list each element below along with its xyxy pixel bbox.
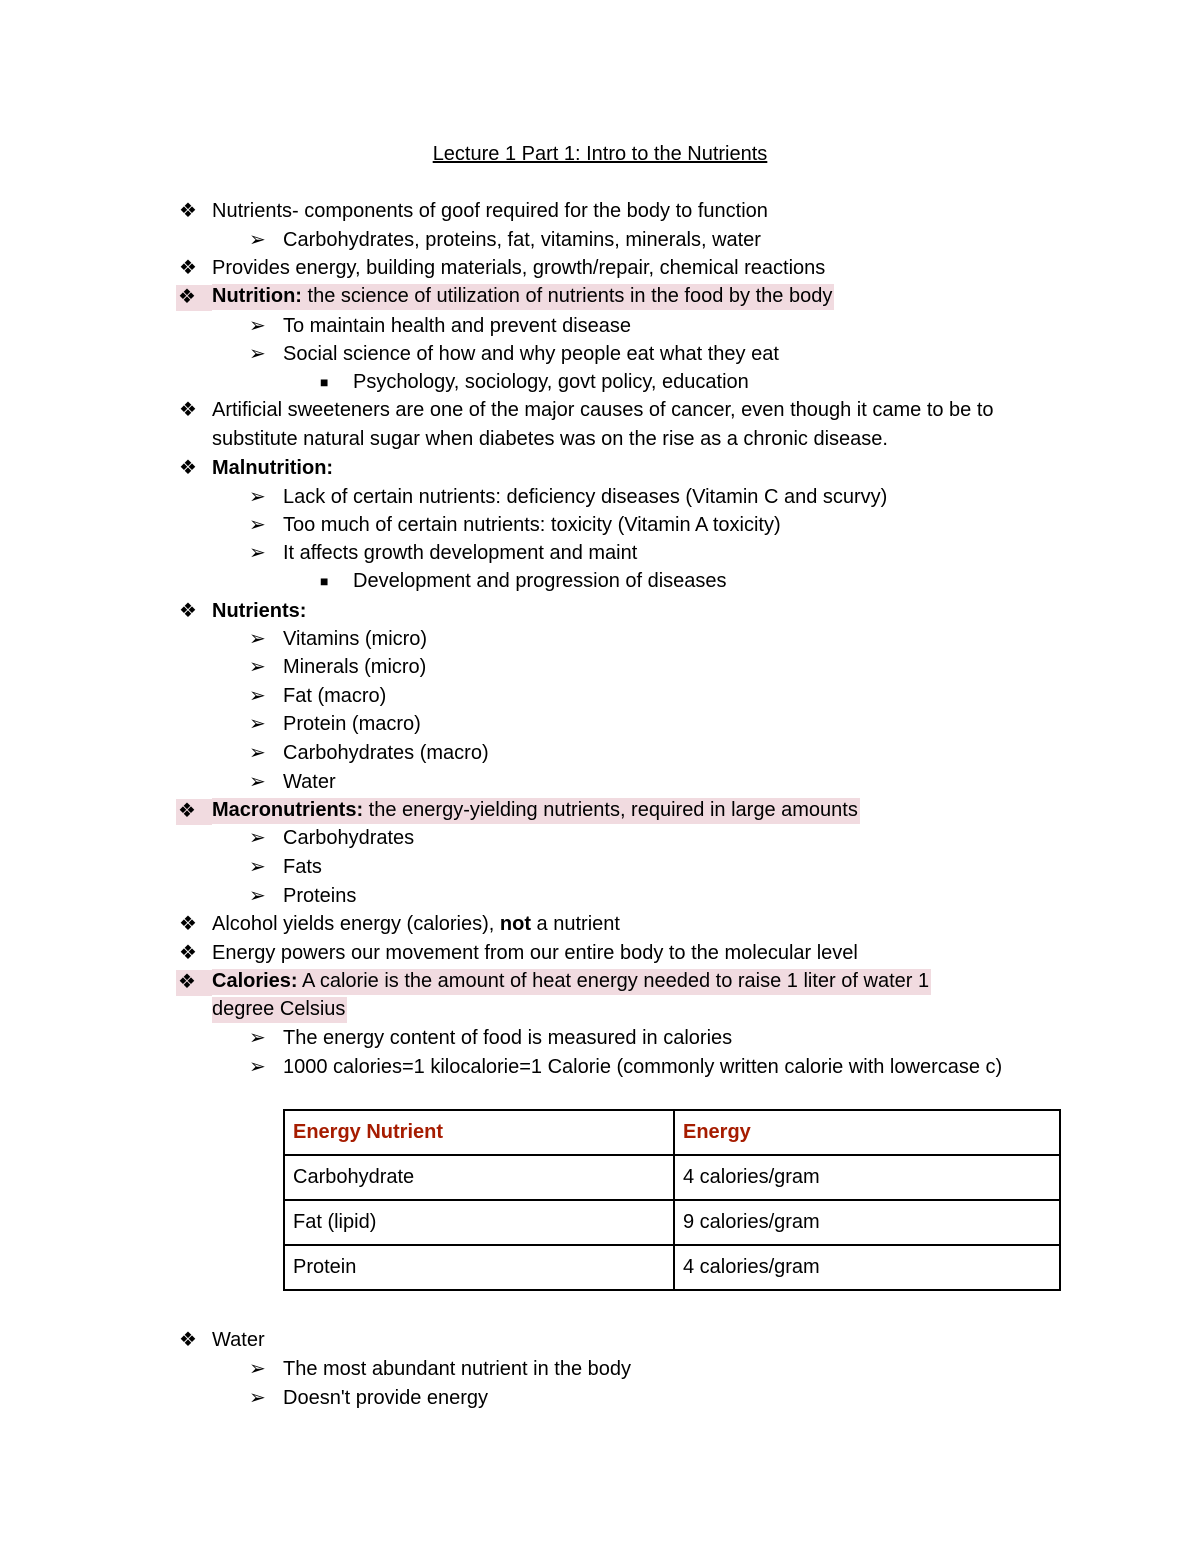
energy-table <box>283 1109 1061 1291</box>
arrow-bullet-icon: ➢ <box>249 685 266 707</box>
list-item: ❖ Provides energy, building materials, growth/repair, chemical reactions <box>179 257 826 279</box>
list-item-highlighted: ❖ Calories: A calorie is the amount of heat energy needed to raise 1 liter of water 1 <box>212 970 931 992</box>
table-cell: Carbohydrate <box>284 1155 674 1200</box>
list-item: ➢ Vitamins (micro) <box>249 628 428 650</box>
diamond-bullet-icon: ❖ <box>176 970 212 996</box>
list-item-highlighted: ❖ Nutrition: the science of utilization of nutrients in the food by the body <box>212 285 834 307</box>
diamond-bullet-icon: ❖ <box>179 600 197 622</box>
list-item: ❖ Energy powers our movement from our entire body to the molecular level <box>179 942 858 964</box>
diamond-bullet-icon: ❖ <box>179 200 197 222</box>
list-item: ➢ Proteins <box>249 885 357 907</box>
diamond-bullet-icon: ❖ <box>179 942 197 964</box>
table-header-row <box>284 1110 1060 1155</box>
arrow-bullet-icon: ➢ <box>249 827 266 849</box>
table-cell: 4 calories/gram <box>674 1155 1060 1200</box>
arrow-bullet-icon: ➢ <box>249 1027 266 1049</box>
table-row <box>284 1245 1060 1290</box>
list-item: ➢ Minerals (micro) <box>249 656 427 678</box>
arrow-bullet-icon: ➢ <box>249 1358 266 1380</box>
list-item: ➢ Fat (macro) <box>249 685 387 707</box>
arrow-bullet-icon: ➢ <box>249 856 266 878</box>
arrow-bullet-icon: ➢ <box>249 343 266 365</box>
list-item: ❖ Water <box>179 1329 265 1351</box>
list-item: ➢ Water <box>249 771 336 793</box>
square-bullet-icon: ■ <box>320 573 329 589</box>
list-item: ➢ Doesn't provide energy <box>249 1387 489 1409</box>
list-item: ➢ Too much of certain nutrients: toxicity (Vitamin A toxicity) <box>249 514 781 536</box>
list-item: ➢ Lack of certain nutrients: deficiency diseases (Vitamin C and scurvy) <box>249 486 888 508</box>
arrow-bullet-icon: ➢ <box>249 742 266 764</box>
diamond-bullet-icon: ❖ <box>179 457 197 479</box>
list-item: ➢ Carbohydrates <box>249 827 415 849</box>
arrow-bullet-icon: ➢ <box>249 229 266 251</box>
document-title: Lecture 1 Part 1: Intro to the Nutrients <box>432 143 768 165</box>
arrow-bullet-icon: ➢ <box>249 542 266 564</box>
table-header-cell: Energy <box>674 1110 1060 1155</box>
list-item: ➢ Social science of how and why people eat what they eat <box>249 343 779 365</box>
table-cell: Protein <box>284 1245 674 1290</box>
list-item: ➢ Fats <box>249 856 322 878</box>
diamond-bullet-icon: ❖ <box>176 799 212 825</box>
table-row <box>284 1200 1060 1245</box>
list-item: ➢ Carbohydrates (macro) <box>249 742 489 764</box>
square-bullet-icon: ■ <box>320 374 329 390</box>
diamond-bullet-icon: ❖ <box>179 399 197 421</box>
list-item: ➢ The most abundant nutrient in the body <box>249 1358 632 1380</box>
table-cell: 9 calories/gram <box>674 1200 1060 1245</box>
diamond-bullet-icon: ❖ <box>176 285 212 311</box>
list-item: ❖ Alcohol yields energy (calories), not a nutrient <box>179 913 620 935</box>
list-item: ➢ 1000 calories=1 kilocalorie=1 Calorie (commonly written calorie with lowercase c) <box>249 1056 1003 1078</box>
diamond-bullet-icon: ❖ <box>179 1329 197 1351</box>
list-item: ❖ Nutrients- components of goof required for the body to function <box>179 200 768 222</box>
list-item-continuation: substitute natural sugar when diabetes was on the rise as a chronic disease. <box>212 428 888 450</box>
list-item: ❖ Artificial sweeteners are one of the major causes of cancer, even though it came to be to <box>179 399 994 421</box>
arrow-bullet-icon: ➢ <box>249 656 266 678</box>
arrow-bullet-icon: ➢ <box>249 628 266 650</box>
list-item-highlighted: ❖ Macronutrients: the energy-yielding nutrients, required in large amounts <box>212 799 860 821</box>
arrow-bullet-icon: ➢ <box>249 885 266 907</box>
arrow-bullet-icon: ➢ <box>249 315 266 337</box>
table-row <box>284 1155 1060 1200</box>
arrow-bullet-icon: ➢ <box>249 514 266 536</box>
arrow-bullet-icon: ➢ <box>249 713 266 735</box>
table-cell: 4 calories/gram <box>674 1245 1060 1290</box>
diamond-bullet-icon: ❖ <box>179 257 197 279</box>
table-header-cell: Energy Nutrient <box>284 1110 674 1155</box>
table-cell: Fat (lipid) <box>284 1200 674 1245</box>
list-item: ❖ Malnutrition: <box>179 457 334 479</box>
list-item: ➢ The energy content of food is measured in calories <box>249 1027 733 1049</box>
list-item: ■ Psychology, sociology, govt policy, education <box>320 371 749 393</box>
list-item: ➢ It affects growth development and maint <box>249 542 638 564</box>
list-item-continuation: degree Celsius <box>212 998 347 1020</box>
list-item: ❖ Nutrients: <box>179 600 307 622</box>
diamond-bullet-icon: ❖ <box>179 913 197 935</box>
arrow-bullet-icon: ➢ <box>249 486 266 508</box>
arrow-bullet-icon: ➢ <box>249 1387 266 1409</box>
list-item: ➢ To maintain health and prevent disease <box>249 315 632 337</box>
list-item: ➢ Protein (macro) <box>249 713 421 735</box>
arrow-bullet-icon: ➢ <box>249 1056 266 1078</box>
arrow-bullet-icon: ➢ <box>249 771 266 793</box>
list-item: ■ Development and progression of diseases <box>320 570 727 592</box>
list-item: ➢ Carbohydrates, proteins, fat, vitamins, minerals, water <box>249 229 761 251</box>
